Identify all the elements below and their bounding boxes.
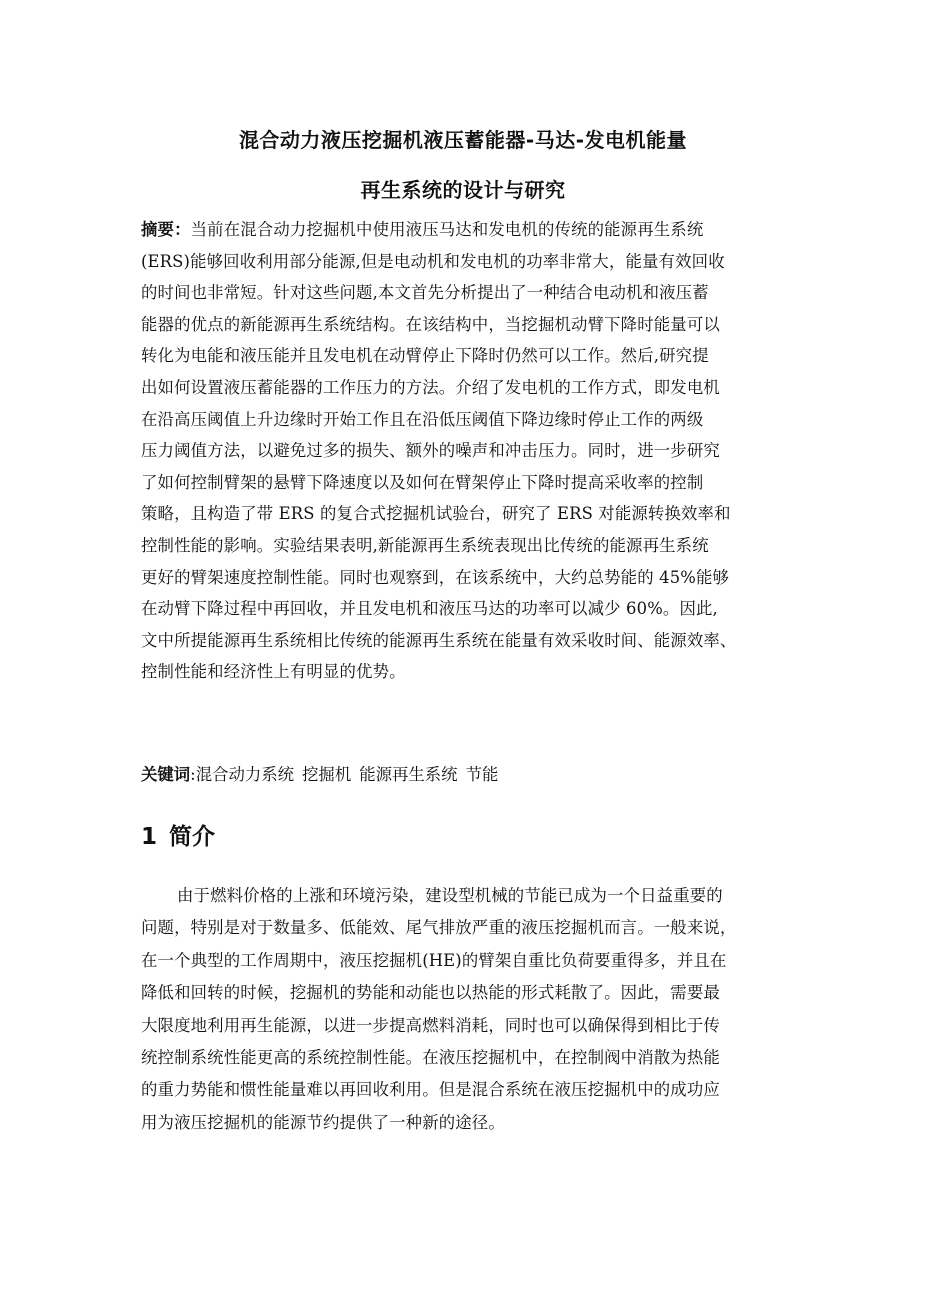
keywords-separator: : [190, 765, 196, 784]
abstract-line: 了如何控制臂架的悬臂下降速度以及如何在臂架停止下降时提高采收率的控制 [141, 472, 704, 492]
keyword: 挖掘机 [302, 765, 352, 784]
abstract [141, 214, 801, 688]
body-line: 由于燃料价格的上涨和环境污染，建设型机械的节能已成为一个日益重要的 [177, 886, 723, 905]
abstract-line: 更好的臂架速度控制性能。同时也观察到，在该系统中，大约总势能的 45%能够 [141, 567, 730, 587]
section-heading [141, 818, 215, 851]
abstract-label: 摘要： [141, 220, 191, 239]
abstract-line: 能器的优点的新能源再生系统结构。在该结构中，当挖掘机动臂下降时能量可以 [141, 314, 720, 334]
body-line: 用为液压挖掘机的能源节约提供了一种新的途径。 [141, 1112, 505, 1132]
keywords [141, 759, 498, 790]
abstract-line: 的时间也非常短。针对这些问题,本文首先分析提出了一种结合电动机和液压蓄 [141, 283, 709, 303]
keywords-label: 关键词 [141, 765, 191, 784]
section-number: 1 [141, 824, 158, 850]
abstract-line: 控制性能的影响。实验结果表明,新能源再生系统表现出比传统的能源再生系统 [141, 535, 709, 555]
abstract-line: 策略，且构造了带 ERS 的复合式挖掘机试验台，研究了 ERS 对能源转换效率和 [141, 504, 731, 524]
abstract-line: 在沿高压阈值上升边缘时开始工作且在沿低压阈值下降边缘时停止工作的两级 [141, 409, 704, 429]
paper-title-line-1: 混合动力液压挖掘机液压蓄能器-马达-发电机能量 [238, 128, 688, 152]
keyword: 混合动力系统 [195, 765, 295, 784]
abstract-line: 在动臂下降过程中再回收，并且发电机和液压马达的功率可以减少 60%。因此, [141, 599, 718, 619]
section-body [141, 880, 801, 1139]
paper-title-line-2: 再生系统的设计与研究 [360, 178, 566, 202]
abstract-text: 当前在混合动力挖掘机中使用液压马达和发电机的传统的能源再生系统 [190, 220, 704, 239]
body-line: 大限度地利用再生能源，以进一步提高燃料消耗，同时也可以确保得到相比于传 [141, 1015, 720, 1035]
section-title: 简介 [169, 824, 216, 850]
keyword: 能源再生系统 [359, 765, 458, 784]
abstract-line [141, 214, 801, 246]
abstract-line: 出如何设置液压蓄能器的工作压力的方法。介绍了发电机的工作方式，即发电机 [141, 377, 720, 397]
abstract-line: 压力阈值方法，以避免过多的损失、额外的噪声和冲击压力。同时，进一步研究 [141, 441, 720, 461]
abstract-line: 控制性能和经济性上有明显的优势。 [141, 662, 406, 682]
body-line: 在一个典型的工作周期中，液压挖掘机(HE)的臂架自重比负荷要重得多，并且在 [141, 950, 727, 970]
body-line: 问题，特别是对于数量多、低能效、尾气排放严重的液压挖掘机而言。一般来说， [141, 918, 737, 938]
body-line: 降低和回转的时候，挖掘机的势能和动能也以热能的形式耗散了。因此，需要最 [141, 983, 720, 1003]
abstract-line: 文中所提能源再生系统相比传统的能源再生系统在能量有效采收时间、能源效率、 [141, 630, 737, 650]
body-line: 统控制系统性能更高的系统控制性能。在液压挖掘机中，在控制阀中消散为热能 [141, 1047, 720, 1067]
abstract-line: 转化为电能和液压能并且发电机在动臂停止下降时仍然可以工作。然后,研究提 [141, 346, 709, 366]
body-line: 的重力势能和惯性能量难以再回收利用。但是混合系统在液压挖掘机中的成功应 [141, 1080, 720, 1100]
keyword: 节能 [465, 765, 499, 784]
abstract-line: (ERS)能够回收利用部分能源,但是电动机和发电机的功率非常大，能量有效回收 [141, 251, 725, 271]
